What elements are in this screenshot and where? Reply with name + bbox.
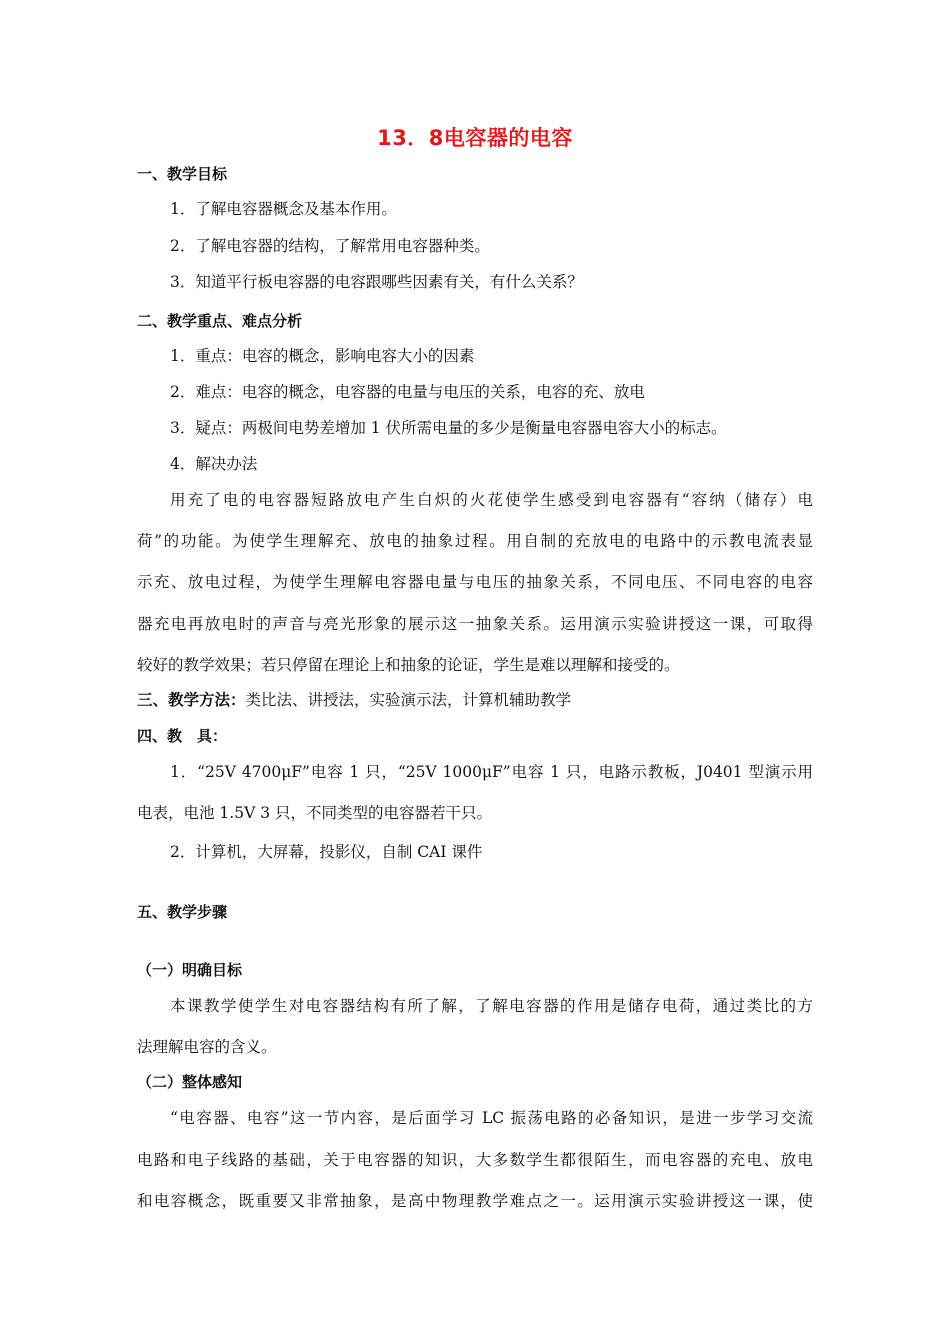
list-item: 3．疑点：两极间电势差增加 1 伏所需电量的多少是衡量电容器电容大小的标志。 <box>170 419 727 437</box>
paragraph-line: 器充电再放电时的声音与亮光形象的展示这一抽象关系。运用演示实验讲授这一课，可取得 <box>137 615 813 633</box>
list-item: 1．“25V 4700μF”电容 1 只，“25V 1000μF”电容 1 只，电路示教板，J0401 型演示用 <box>170 763 813 781</box>
paragraph-line: 法理解电容的含义。 <box>137 1038 277 1056</box>
list-item: 4．解决办法 <box>170 455 258 473</box>
paragraph-line: 本课教学使学生对电容器结构有所了解，了解电容器的作用是储存电荷，通过类比的方 <box>170 997 813 1015</box>
list-item: 2．难点：电容的概念，电容器的电量与电压的关系，电容的充、放电 <box>170 383 645 401</box>
paragraph-line: 用充了电的电容器短路放电产生白炽的火花使学生感受到电容器有“容纳（储存）电 <box>170 491 813 509</box>
paragraph-line: 和电容概念，既重要又非常抽象，是高中物理教学难点之一。运用演示实验讲授这一课，使 <box>137 1192 813 1210</box>
section-methods <box>137 690 571 710</box>
document-title: 13．8电容器的电容 <box>377 126 573 150</box>
paragraph-line: 示充、放电过程，为使学生理解电容器电量与电压的抽象关系，不同电压、不同电容的电容 <box>137 573 813 591</box>
paragraph-line: 荷”的功能。为使学生理解充、放电的抽象过程。用自制的充放电的电路中的示教电流表显 <box>137 532 813 550</box>
subsection-heading-overview: （二）整体感知 <box>137 1073 243 1091</box>
section-heading-equipment: 四、教 具： <box>137 727 228 745</box>
paragraph-line: 较好的教学效果；若只停留在理论上和抽象的论证，学生是难以理解和接受的。 <box>137 656 680 674</box>
list-item: 1．了解电容器概念及基本作用。 <box>170 200 397 218</box>
list-item: 2．计算机，大屏幕，投影仪，自制 CAI 课件 <box>170 843 483 861</box>
list-item: 2．了解电容器的结构，了解常用电容器种类。 <box>170 237 490 255</box>
section-heading-key-points: 二、教学重点、难点分析 <box>137 312 303 330</box>
section-heading-objectives: 一、教学目标 <box>137 165 228 183</box>
paragraph-line: “电容器、电容”这一节内容，是后面学习 LC 振荡电路的必备知识，是进一步学习交流 <box>170 1109 813 1127</box>
methods-text: 类比法、讲授法，实验演示法，计算机辅助教学 <box>245 691 572 709</box>
list-item-continuation: 电表，电池 1.5V 3 只，不同类型的电容器若干只。 <box>137 804 492 822</box>
subsection-heading-goal: （一）明确目标 <box>137 961 243 979</box>
section-heading-methods: 三、教学方法： <box>137 691 246 709</box>
paragraph-line: 电路和电子线路的基础，关于电容器的知识，大多数学生都很陌生，而电容器的充电、放电 <box>137 1151 813 1169</box>
list-item: 1．重点：电容的概念，影响电容大小的因素 <box>170 347 475 365</box>
list-item: 3．知道平行板电容器的电容跟哪些因素有关，有什么关系？ <box>170 273 583 291</box>
section-heading-steps: 五、教学步骤 <box>137 903 228 921</box>
